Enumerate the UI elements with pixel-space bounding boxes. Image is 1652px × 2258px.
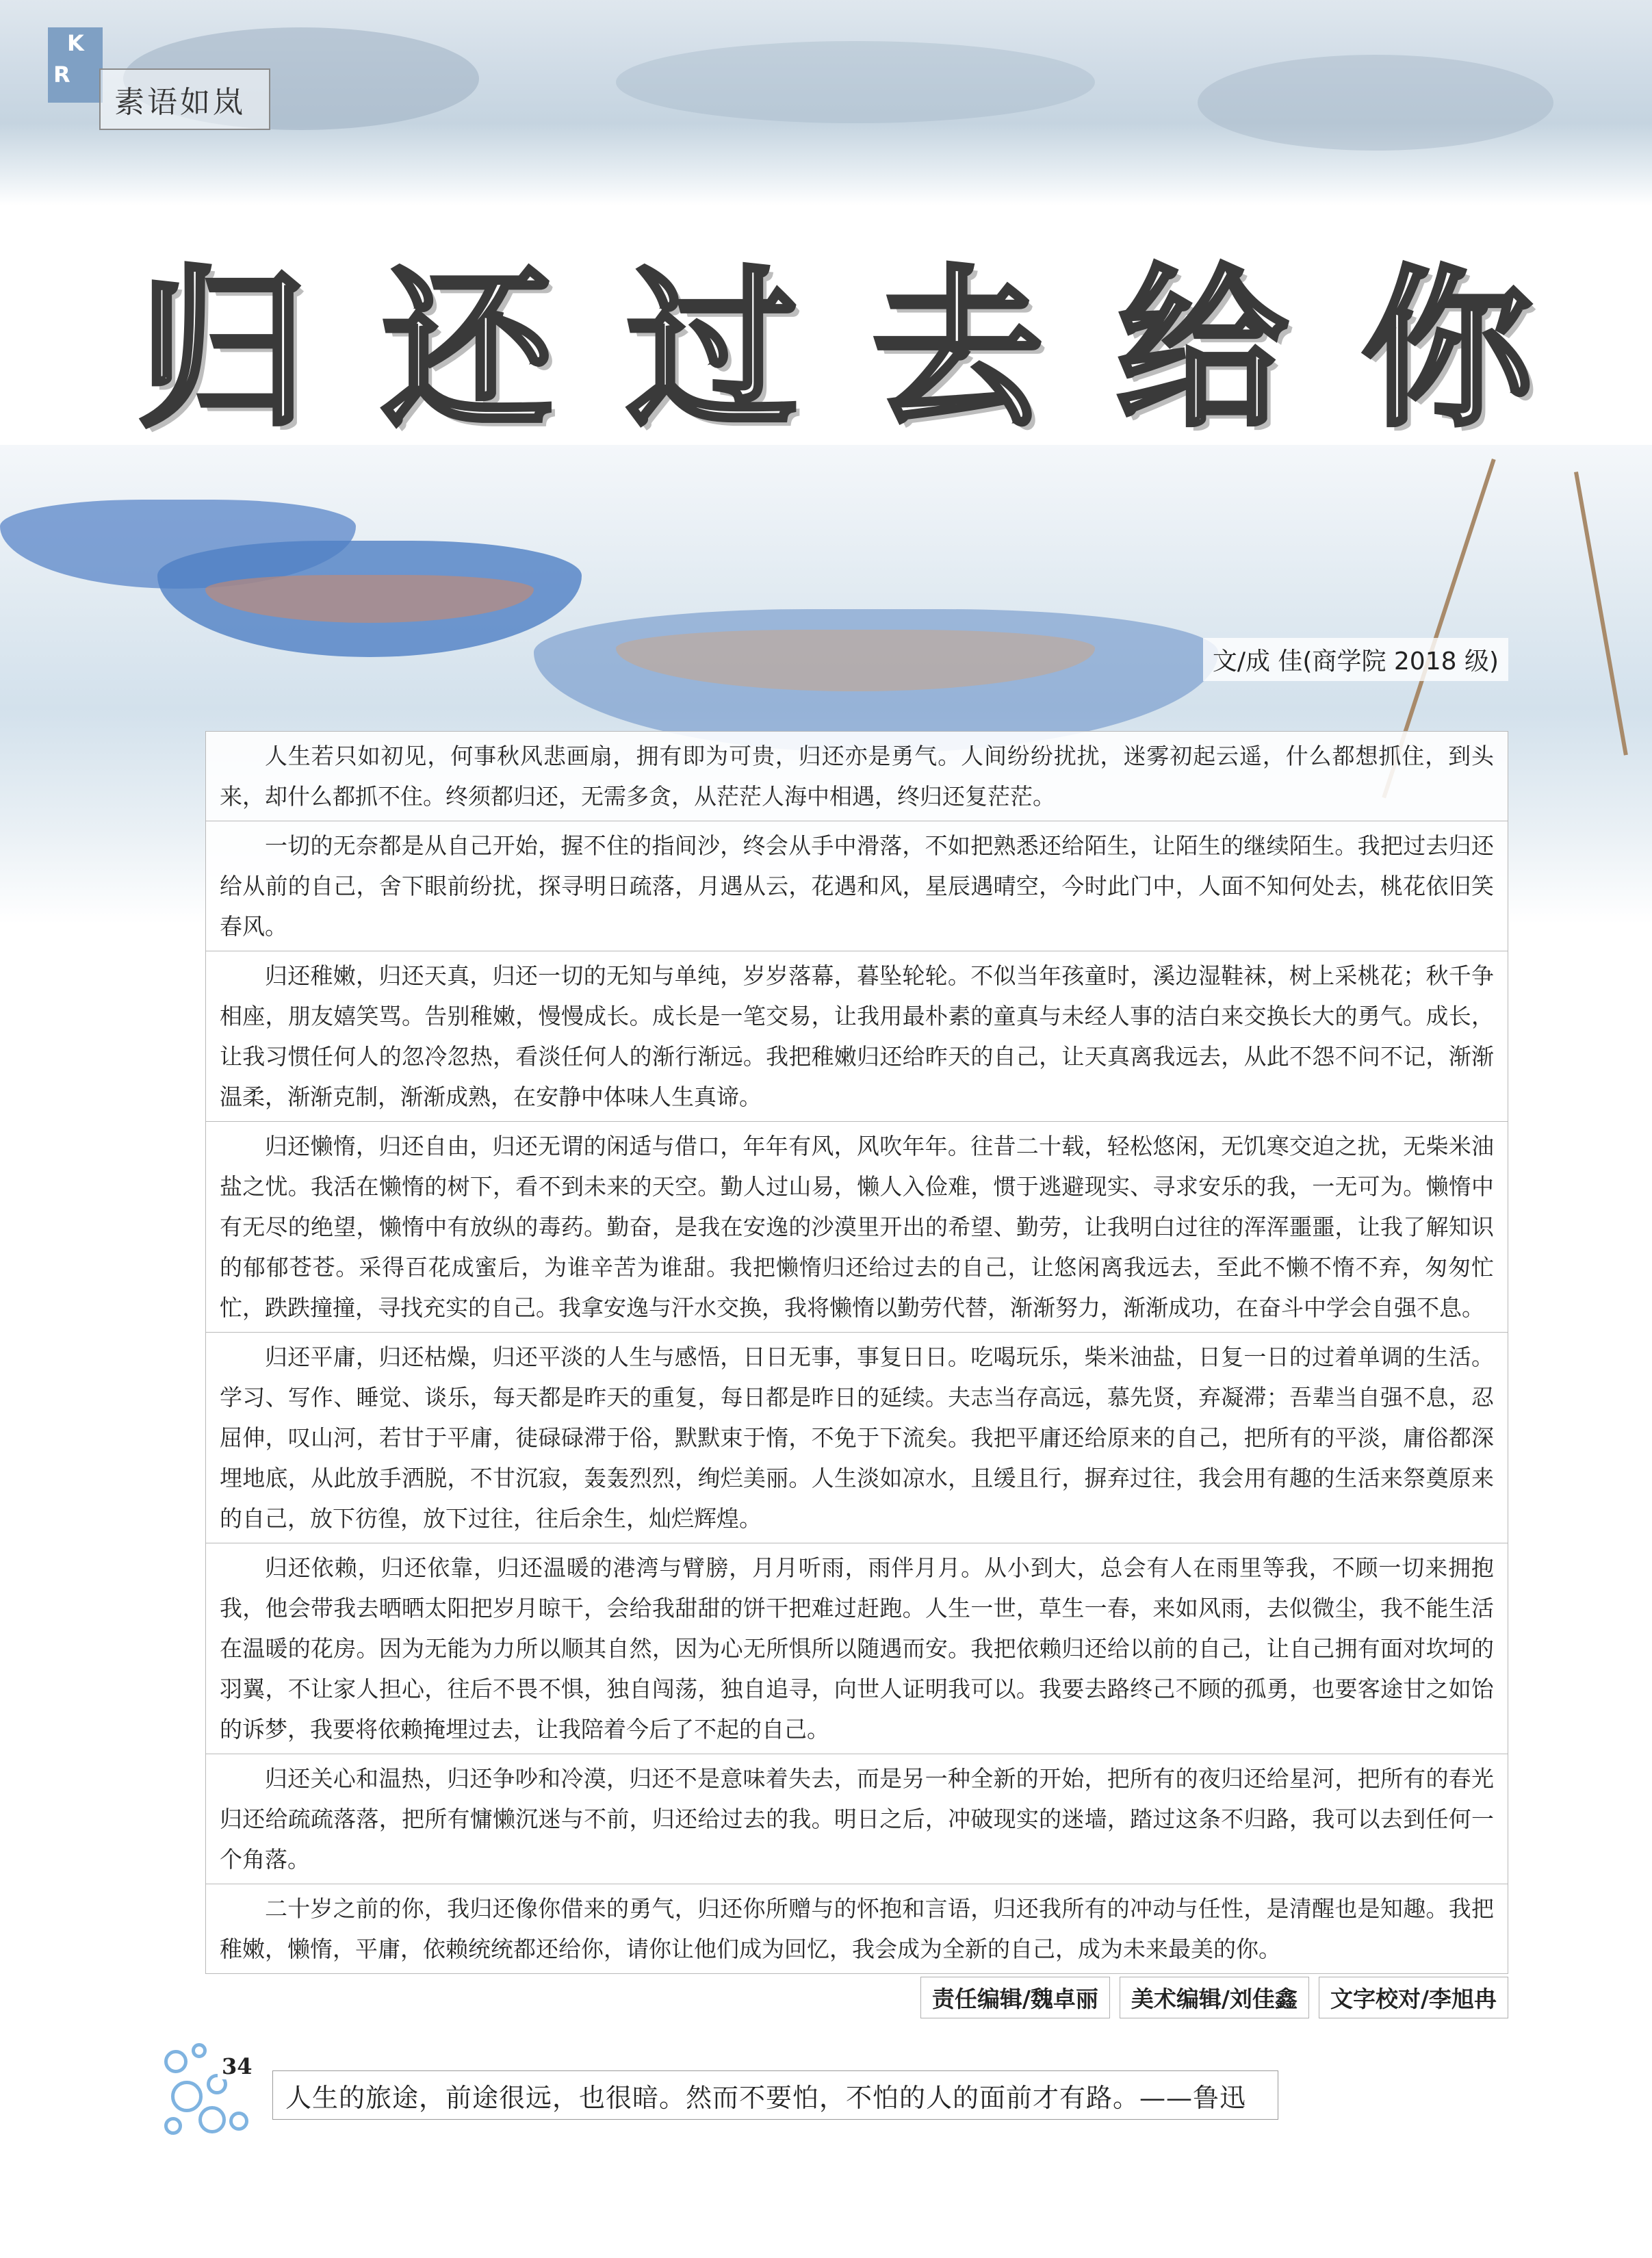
article-title — [137, 236, 1540, 450]
title-char: 去 — [872, 251, 1050, 450]
editor-credits — [920, 1977, 1508, 2018]
credit-editor: 责任编辑/魏卓丽 — [920, 1977, 1110, 2018]
title-char: 你 — [1362, 251, 1540, 450]
credit-art-editor: 美术编辑/刘佳鑫 — [1120, 1977, 1309, 2018]
paragraph: 归还懒惰，归还自由，归还无谓的闲适与借口，年年有风，风吹年年。往昔二十载，轻松悠闲，无饥寒交迫之扰，无柴米油盐之忧。我活在懒惰的树下，看不到未来的天空。勤人过山易，懒人入俭难，惯于逃避现实、寻求安乐的我，一无可为。懒惰中有无尽的绝望，懒惰中有放纵的毒药。勤奋，是我在安逸的沙漠里开出的希望、勤劳，让我明白过往的浑浑噩噩，让我了解知识的郁郁苍苍。采得百花成蜜后，为谁辛苦为谁甜。我把懒惰归还给过去的自己，让悠闲离我远去，至此不懒不惰不弃，匆匆忙忙，跌跌撞撞，寻找充实的自己。我拿安逸与汗水交换，我将懒惰以勤劳代替，渐渐努力，渐渐成功，在奋斗中学会自强不息。 — [205, 1121, 1508, 1332]
title-char: 给 — [1117, 251, 1295, 450]
paragraph: 归还关心和温热，归还争吵和冷漠，归还不是意味着失去，而是另一种全新的开始，把所有的夜归还给星河，把所有的春光归还给疏疏落落，把所有慵懒沉迷与不前，归还给过去的我。明日之后，冲破现实的迷墙，踏过这条不归路，我可以去到任何一个角落。 — [205, 1754, 1508, 1884]
credit-proofreader: 文字校对/李旭冉 — [1319, 1977, 1508, 2018]
paragraph: 归还稚嫩，归还天真，归还一切的无知与单纯，岁岁落幕，暮坠轮轮。不似当年孩童时，溪边湿鞋袜，树上采桃花；秋千争相座，朋友嬉笑骂。告别稚嫩，慢慢成长。成长是一笔交易，让我用最朴素的童真与未经人事的洁白来交换长大的勇气。成长，让我习惯任何人的忽冷忽热，看淡任何人的渐行渐远。我把稚嫩归还给昨天的自己，让天真离我远去，从此不怨不问不记，渐渐温柔，渐渐克制，渐渐成熟，在安静中体味人生真谛。 — [205, 951, 1508, 1121]
column-name: 素语如岚 — [99, 68, 270, 130]
page-number: 34 — [218, 2053, 257, 2079]
footer-quote: 人生的旅途，前途很远，也很暗。然而不要怕，不怕的人的面前才有路。——鲁迅 — [272, 2070, 1278, 2120]
paragraph: 一切的无奈都是从自己开始，握不住的指间沙，终会从手中滑落，不如把熟悉还给陌生，让陌生的继续陌生。我把过去归还给从前的自己，舍下眼前纷扰，探寻明日疏落，月遇从云，花遇和风，星辰遇晴空，今时此门中，人面不知何处去，桃花依旧笑春风。 — [205, 821, 1508, 951]
column-logo: K R — [48, 27, 103, 103]
title-char: 还 — [382, 251, 560, 450]
title-char: 归 — [137, 251, 315, 450]
paragraph: 归还依赖，归还依靠，归还温暖的港湾与臂膀，月月听雨，雨伴月月。从小到大，总会有人在雨里等我，不顾一切来拥抱我，他会带我去晒晒太阳把岁月晾干，会给我甜甜的饼干把难过赶跑。人生一世，草生一春，来如风雨，去似微尘，我不能生活在温暖的花房。因为无能为力所以顺其自然，因为心无所惧所以随遇而安。我把依赖归还给以前的自己，让自己拥有面对坎坷的羽翼，不让家人担心，往后不畏不惧，独自闯荡，独自追寻，向世人证明我可以。我要去路终己不顾的孤勇，也要客途甘之如饴的诉梦，我要将依赖掩埋过去，让我陪着今后了不起的自己。 — [205, 1543, 1508, 1754]
title-char: 过 — [627, 251, 805, 450]
paragraph: 归还平庸，归还枯燥，归还平淡的人生与感悟，日日无事，事复日日。吃喝玩乐，柴米油盐，日复一日的过着单调的生活。学习、写作、睡觉、谈乐，每天都是昨天的重复，每日都是昨日的延续。夫志当存高远，慕先贤，弃凝滞；吾辈当自强不息，忍屈伸，叹山河，若甘于平庸，徒碌碌滞于俗，默默束于惰，不免于下流矣。我把平庸还给原来的自己，把所有的平淡，庸俗都深埋地底，从此放手洒脱，不甘沉寂，轰轰烈烈，绚烂美丽。人生淡如凉水，且缓且行，摒弃过往，我会用有趣的生活来祭奠原来的自己，放下彷徨，放下过往，往后余生，灿烂辉煌。 — [205, 1332, 1508, 1543]
article-body — [205, 731, 1508, 1974]
paragraph: 人生若只如初见，何事秋风悲画扇，拥有即为可贵，归还亦是勇气。人间纷纷扰扰，迷雾初起云遥，什么都想抓住，到头来，却什么都抓不住。终须都归还，无需多贪，从茫茫人海中相遇，终归还复茫茫。 — [205, 731, 1508, 821]
author-byline: 文/成 佳(商学院 2018 级) — [1203, 638, 1508, 681]
paragraph: 二十岁之前的你，我归还像你借来的勇气，归还你所赠与的怀抱和言语，归还我所有的冲动与任性，是清醒也是知趣。我把稚嫩，懒惰，平庸，依赖统统都还给你，请你让他们成为回忆，我会成为全新的自己，成为未来最美的你。 — [205, 1884, 1508, 1974]
